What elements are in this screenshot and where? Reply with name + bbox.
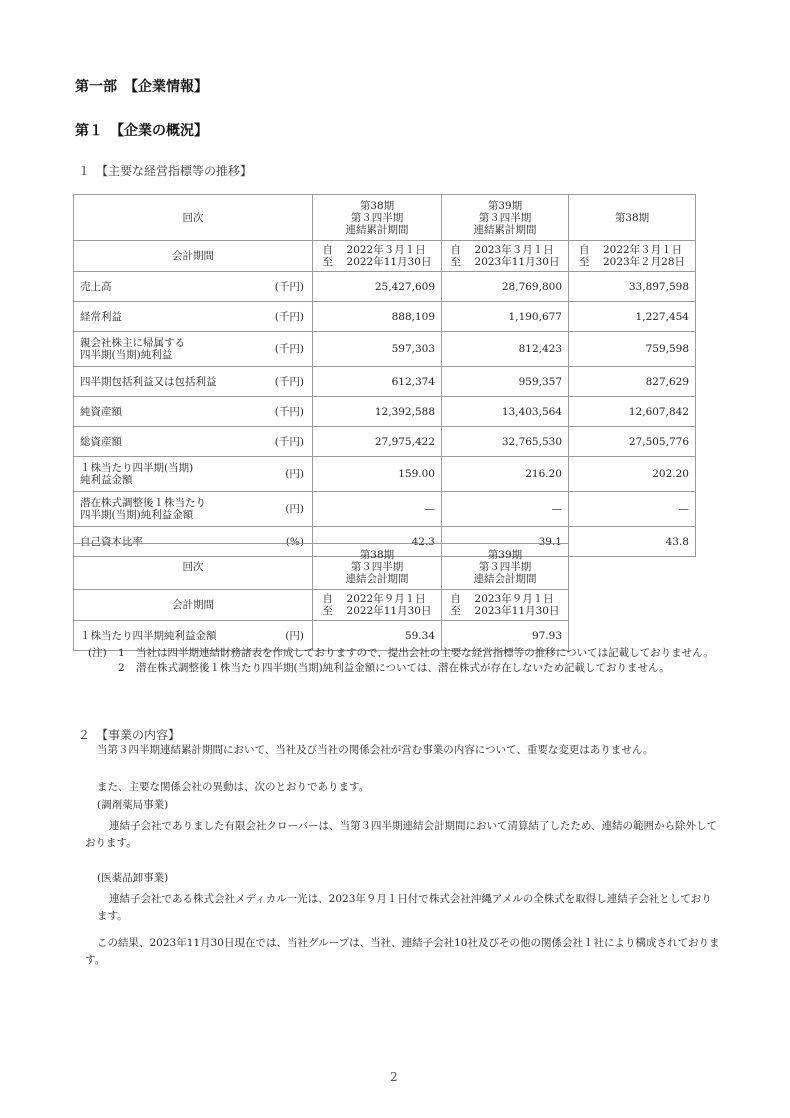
quarterly-eps-table [73, 543, 569, 651]
value-cell: 159.00 [313, 457, 442, 492]
table-header-row [74, 544, 569, 590]
table-row [74, 272, 696, 302]
section-heading-business: ２ 【事業の内容】 [78, 728, 181, 742]
column-title: 第38期 第３四半期 連結累計期間 [313, 195, 442, 241]
period-cell: 自 2023年９月１日 至 2023年11月30日 [442, 590, 569, 621]
period-cell: 自 2023年３月１日 至 2023年11月30日 [442, 241, 569, 272]
segment-text: 連結子会社でありました有限会社クローバーは、当第３四半期連結会計期間において清算結了したため、連結の範囲から除外しております。 [85, 820, 718, 849]
value-cell: 12,392,588 [313, 397, 442, 427]
row-unit: (円) [285, 503, 304, 515]
value-cell: 1,190,677 [442, 302, 569, 332]
business-conclusion: この結果、2023年11月30日現在では、当社グループは、当社、連結子会社10社及びその他の関係会社１社により構成されております。 [85, 937, 720, 966]
row-unit: (千円) [274, 375, 304, 388]
value-cell: 59.34 [313, 621, 442, 651]
period-label: 会計期間 [74, 241, 313, 272]
value-cell: 27,975,422 [313, 427, 442, 457]
note-prefix: (注) [88, 647, 107, 659]
row-unit: (千円) [274, 435, 304, 448]
note-item: (注) 1 当社は四半期連結財務諸表を作成しておりますので、提出会社の主要な経営指標等の推移については記載しておりません。 [88, 647, 714, 659]
row-unit: (円) [285, 629, 304, 642]
row-unit: (円) [285, 468, 304, 480]
value-cell: 12,607,842 [569, 397, 696, 427]
value-cell: 42.3 [313, 527, 442, 557]
value-cell: 32,765,530 [442, 427, 569, 457]
value-cell: 27,505,776 [569, 427, 696, 457]
row-label: 純資産額 (千円) [74, 397, 313, 427]
value-cell: 25,427,609 [313, 272, 442, 302]
value-cell: 13,403,564 [442, 397, 569, 427]
notes [88, 646, 728, 676]
value-cell: 612,374 [313, 367, 442, 397]
column-title: 第38期 [569, 195, 696, 241]
value-cell: 202.20 [569, 457, 696, 492]
business-changes-intro: また、主要な関係会社の異動は、次のとおりであります。 [97, 781, 370, 793]
row-unit: (千円) [274, 280, 304, 293]
header-label: 回次 [74, 544, 313, 590]
value-cell: 97.93 [442, 621, 569, 651]
row-unit: (千円) [274, 405, 304, 418]
section-heading-key-indicators: １ 【主要な経営指標等の推移】 [78, 164, 253, 178]
value-cell: 959,357 [442, 367, 569, 397]
period-row [74, 241, 696, 272]
business-intro: 当第３四半期連結累計期間において、当社及び当社の関係会社が営む事業の内容について、重要な変更はありません。 [97, 744, 654, 756]
table-row [74, 397, 696, 427]
table-row [74, 492, 696, 527]
row-label: 親会社株主に帰属する 四半期(当期)純利益 (千円) [74, 332, 313, 367]
table-row [74, 302, 696, 332]
table-header-row [74, 195, 696, 241]
table-row [74, 457, 696, 492]
row-label: 潜在株式調整後１株当たり 四半期(当期)純利益金額 (円) [74, 492, 313, 527]
row-unit: (千円) [274, 343, 304, 355]
value-cell: 759,598 [569, 332, 696, 367]
row-label: 自己資本比率 (%) [74, 527, 313, 557]
value-cell: — [569, 492, 696, 527]
value-cell: 597,303 [313, 332, 442, 367]
value-cell: 1,227,454 [569, 302, 696, 332]
row-label: １株当たり四半期純利益金額 (円) [74, 621, 313, 651]
segment-name: (医薬品卸事業) [97, 872, 169, 884]
value-cell: 888,109 [313, 302, 442, 332]
header-label: 回次 [74, 195, 313, 241]
value-cell: 39.1 [442, 527, 569, 557]
value-cell: 827,629 [569, 367, 696, 397]
value-cell: 28,769,800 [442, 272, 569, 302]
key-indicators-table [73, 194, 696, 557]
period-cell: 自 2022年３月１日 至 2023年２月28日 [569, 241, 696, 272]
value-cell: 216.20 [442, 457, 569, 492]
table-row [74, 367, 696, 397]
period-cell: 自 2022年９月１日 至 2022年11月30日 [313, 590, 442, 621]
note-item: 2 潜在株式調整後１株当たり四半期(当期)純利益金額については、潜在株式が存在しないため記載しておりません。 [118, 662, 670, 674]
row-label: 総資産額 (千円) [74, 427, 313, 457]
table-row [74, 427, 696, 457]
value-cell: 812,423 [442, 332, 569, 367]
value-cell: — [442, 492, 569, 527]
row-label: 売上高 (千円) [74, 272, 313, 302]
row-unit: (%) [285, 535, 304, 548]
row-label: １株当たり四半期(当期) 純利益金額 (円) [74, 457, 313, 492]
segment-text: 連結子会社である株式会社メディカル一光は、2023年９月１日付で株式会社沖縄アメルの全株式を取得し連結子会社としております。 [97, 893, 712, 922]
value-cell: 33,897,598 [569, 272, 696, 302]
period-label: 会計期間 [74, 590, 313, 621]
table-row [74, 332, 696, 367]
column-title: 第39期 第３四半期 連結累計期間 [442, 195, 569, 241]
column-title: 第38期 第３四半期 連結会計期間 [313, 544, 442, 590]
row-label: 経常利益 (千円) [74, 302, 313, 332]
period-row [74, 590, 569, 621]
column-title: 第39期 第３四半期 連結会計期間 [442, 544, 569, 590]
period-cell: 自 2022年３月１日 至 2022年11月30日 [313, 241, 442, 272]
value-cell: 43.8 [569, 527, 696, 557]
row-label: 四半期包括利益又は包括利益 (千円) [74, 367, 313, 397]
value-cell: — [313, 492, 442, 527]
chapter-heading: 第１ 【企業の概況】 [75, 123, 208, 139]
segment-name: (調剤薬局事業) [97, 799, 169, 811]
row-unit: (千円) [274, 310, 304, 323]
page-number: 2 [390, 1070, 398, 1084]
part-heading: 第一部 【企業情報】 [75, 79, 208, 95]
